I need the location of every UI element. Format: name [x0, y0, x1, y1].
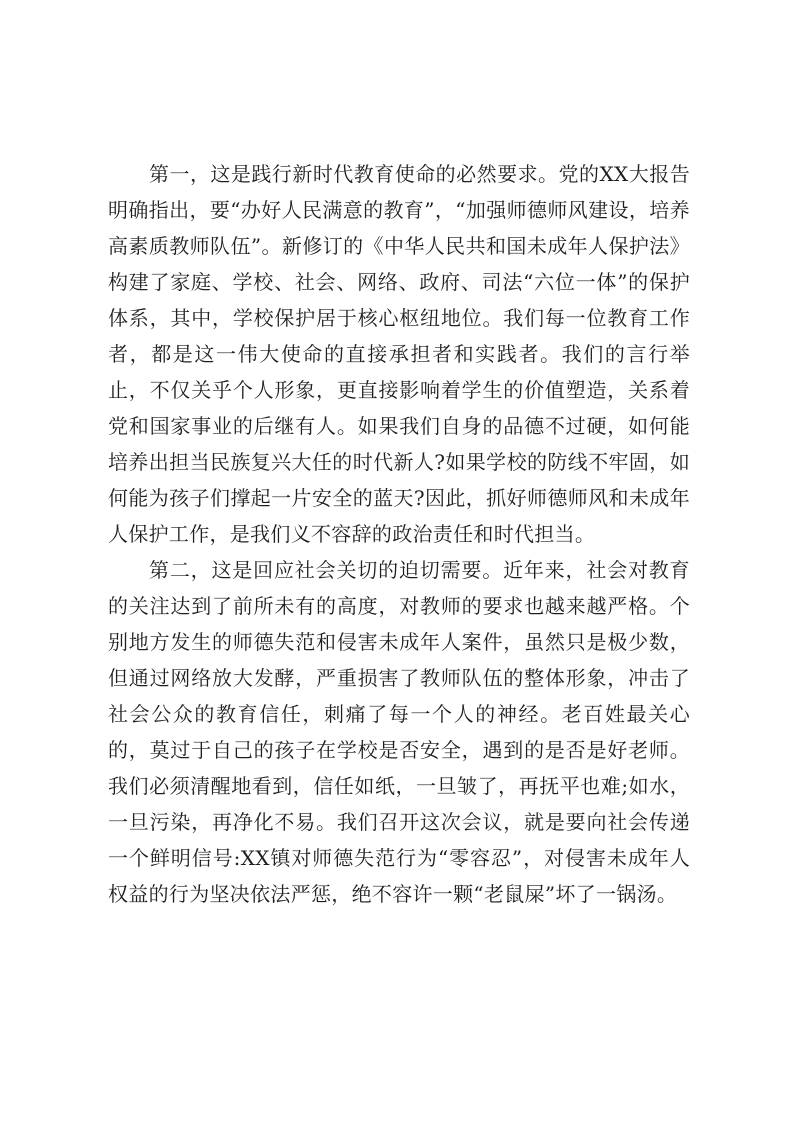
document-body — [108, 156, 690, 912]
paragraph-2: 第二，这是回应社会关切的迫切需要。近年来，社会对教育的关注达到了前所未有的高度，对教师的要求也越来越严格。个别地方发生的师德失范和侵害未成年人案件，虽然只是极少数，但通过网络放大发酵，严重损害了教师队伍的整体形象，冲击了社会公众的教育信任，刺痛了每一个人的神经。老百姓最关心的，莫过于自己的孩子在学校是否安全，遇到的是否是好老师。我们必须清醒地看到，信任如纸，一旦皱了，再抚平也难;如水，一旦污染，再净化不易。我们召开这次会议，就是要向社会传递一个鲜明信号:XX镇对师德失范行为“零容忍”，对侵害未成年人权益的行为坚决依法严惩，绝不容许一颗“老鼠屎”坏了一锅汤。 — [108, 558, 690, 906]
paragraph-1: 第一，这是践行新时代教育使命的必然要求。党的XX大报告明确指出，要“办好人民满意的教育”，“加强师德师风建设，培养高素质教师队伍”。新修订的《中华人民共和国未成年人保护法》构建了家庭、学校、社会、网络、政府、司法“六位一体”的保护体系，其中，学校保护居于核心枢纽地位。我们每一位教育工作者，都是这一伟大使命的直接承担者和实践者。我们的言行举止，不仅关乎个人形象，更直接影响着学生的价值塑造，关系着党和国家事业的后继有人。如果我们自身的品德不过硬，如何能培养出担当民族复兴大任的时代新人?如果学校的防线不牢固，如何能为孩子们撑起一片安全的蓝天?因此，抓好师德师风和未成年人保护工作，是我们义不容辞的政治责任和时代担当。 — [108, 162, 690, 546]
